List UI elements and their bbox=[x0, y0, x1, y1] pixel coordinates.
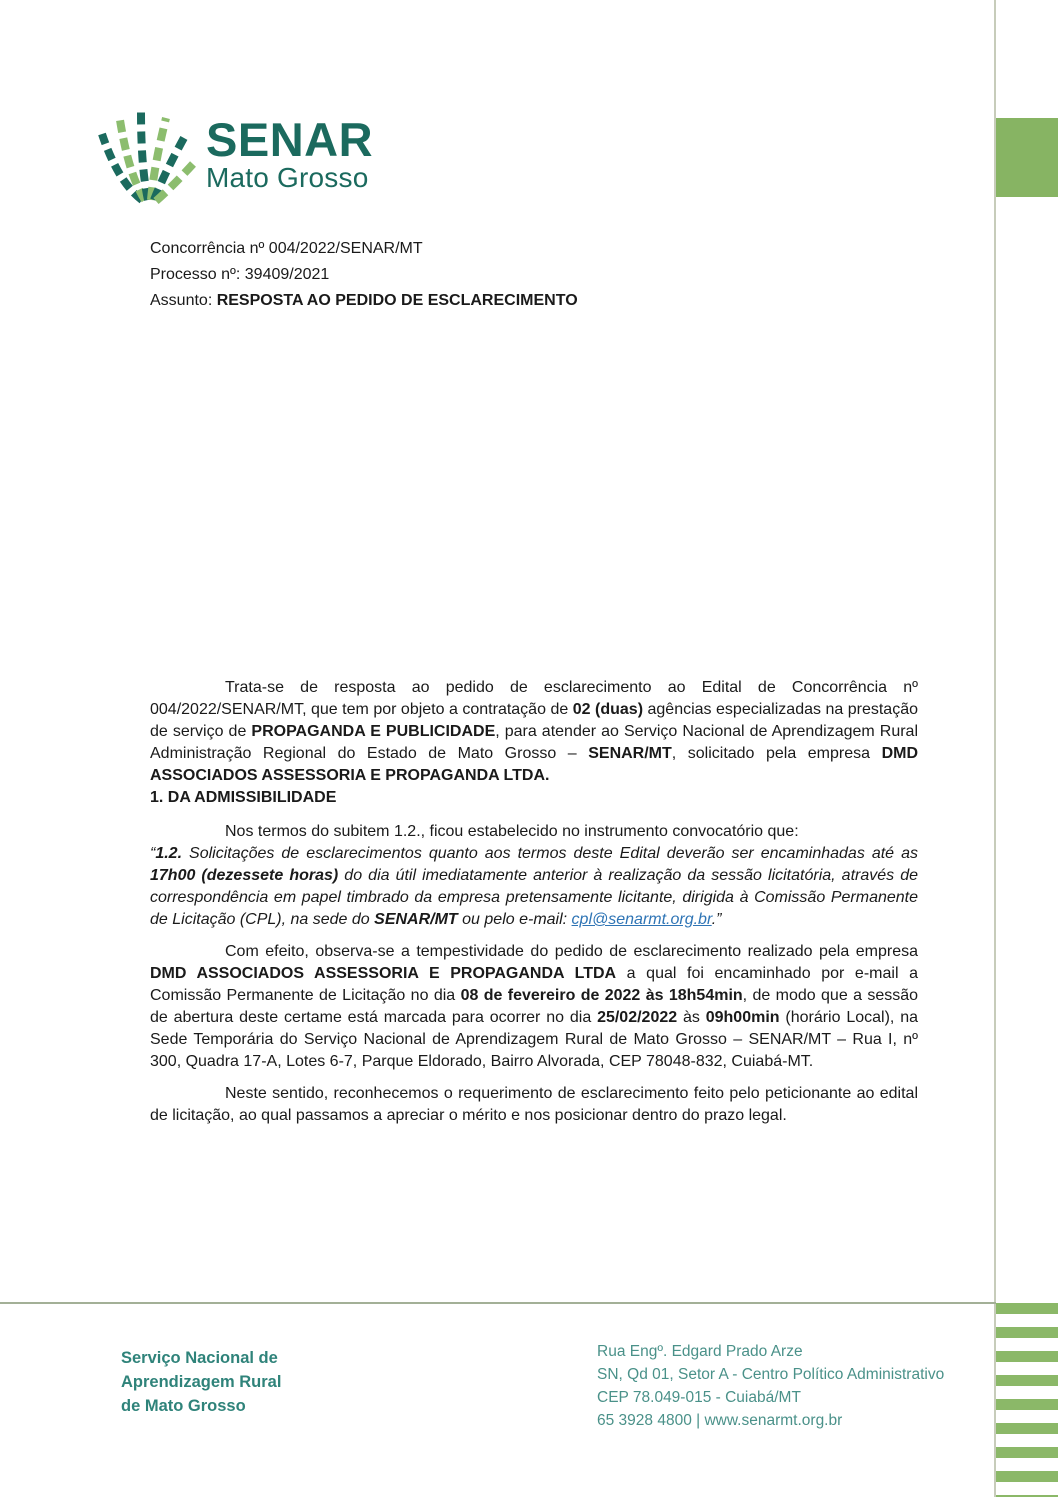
email-link[interactable]: cpl@senarmt.org.br bbox=[571, 911, 712, 928]
text-segment: Neste sentido, reconhecemos o requerimento de esclarecimento feito pelo peticionante ao edital de licitação, ao qual passamos a apreciar o mérito e nos posicionar dentro do prazo legal. bbox=[150, 1085, 918, 1124]
footer-address-line: 65 3928 4800 | www.senarmt.org.br bbox=[597, 1412, 843, 1429]
text-segment: 17h00 (dezessete horas) bbox=[150, 867, 339, 884]
section-heading-admissibilidade: 1. DA ADMISSIBILIDADE bbox=[150, 789, 337, 806]
logo-text bbox=[206, 108, 373, 194]
logo-subtitle: Mato Grosso bbox=[206, 162, 369, 193]
footer-org-line: Serviço Nacional de bbox=[121, 1349, 278, 1367]
accent-green-square bbox=[996, 118, 1058, 197]
accent-green-stripes bbox=[996, 1303, 1058, 1497]
text-segment: do dia útil imediatamente anterior à realização da sessão licitatória, através de correspondência em papel timbrado da empresa pretensamente licitante, dirigida à Comissão Permanente de Licitação (CPL), na sede do bbox=[150, 867, 918, 928]
text-segment: 25/02/2022 bbox=[597, 1009, 678, 1026]
text-segment: .” bbox=[711, 911, 722, 928]
text-segment: agências especializadas na prestação de serviço de bbox=[150, 701, 919, 740]
text-segment: às bbox=[677, 1009, 706, 1026]
paragraph-tempestividade bbox=[150, 941, 918, 1073]
footer-address-line: Rua Engº. Edgard Prado Arze bbox=[597, 1343, 803, 1360]
text-segment: a qual foi encaminhado por e-mail a Comissão Permanente de Licitação no dia bbox=[150, 965, 918, 1004]
text-segment: 08 de fevereiro de 2022 às 18h54min bbox=[460, 987, 743, 1004]
text-segment: PROPAGANDA E PUBLICIDADE bbox=[251, 723, 496, 740]
senar-logo bbox=[96, 108, 373, 204]
text-segment: DMD ASSOCIADOS ASSESSORIA E PROPAGANDA LTDA bbox=[150, 965, 617, 982]
paragraph-conclusao bbox=[150, 1083, 918, 1127]
text-segment: 09h00min bbox=[705, 1009, 780, 1026]
text-segment: (horário Local), na Sede Temporária do Serviço Nacional de Aprendizagem Rural de Mato Grosso – SENAR/MT – Rua I, nº 300, Quadra 17-A, Lotes 6-7, Parque Eldorado, Bairro Alvorada, CEP 78048-832, Cuiabá-MT. bbox=[150, 1009, 918, 1070]
wheat-sheaf-icon bbox=[96, 108, 196, 204]
logo-title: SENAR bbox=[206, 113, 374, 166]
text-segment: 02 (duas) bbox=[572, 701, 644, 718]
page-edge-line bbox=[994, 0, 996, 1497]
footer-org-line: Aprendizagem Rural bbox=[121, 1373, 282, 1391]
text-segment: , solicitado pela empresa bbox=[671, 745, 882, 762]
text-segment: , de modo que a sessão de abertura deste certame está marcada para ocorrer no dia bbox=[150, 987, 919, 1026]
text-segment: Solicitações de esclarecimentos quanto aos termos deste Edital deverão ser encaminhadas até as bbox=[182, 845, 918, 862]
document-body bbox=[150, 677, 918, 1127]
footer-org-line: de Mato Grosso bbox=[121, 1397, 246, 1415]
subject-label: Assunto: bbox=[150, 292, 217, 309]
paragraph-intro bbox=[150, 677, 918, 787]
process-type-line: Concorrência nº 004/2022/SENAR/MT bbox=[150, 240, 423, 257]
text-segment: “ bbox=[150, 845, 156, 862]
paragraph-nos-termos bbox=[150, 821, 918, 843]
footer-address-line: SN, Qd 01, Setor A - Centro Político Administrativo bbox=[597, 1366, 945, 1383]
text-segment: Trata-se de resposta ao pedido de esclarecimento ao Edital de Concorrência nº 004/2022/SENAR/MT, que tem por objeto a contratação de bbox=[150, 679, 918, 718]
text-segment: SENAR/MT bbox=[588, 745, 672, 762]
footer-org-name bbox=[121, 1346, 281, 1418]
process-number-line: Processo nº: 39409/2021 bbox=[150, 266, 330, 283]
text-segment: Nos termos do subitem 1.2., ficou estabelecido no instrumento convocatório que: bbox=[225, 823, 799, 840]
footer-address bbox=[597, 1340, 944, 1432]
text-segment: DMD ASSOCIADOS ASSESSORIA E PROPAGANDA LTDA. bbox=[150, 745, 918, 784]
reference-header bbox=[150, 236, 578, 314]
text-segment: SENAR/MT bbox=[374, 911, 458, 928]
text-segment: Com efeito, observa-se a tempestividade do pedido de esclarecimento realizado pela empresa bbox=[225, 943, 918, 960]
footer-divider-line bbox=[0, 1302, 996, 1304]
subject-value: RESPOSTA AO PEDIDO DE ESCLARECIMENTO bbox=[216, 292, 578, 309]
quote-block-1-2 bbox=[150, 843, 918, 931]
text-segment: ou pelo e-mail: bbox=[457, 911, 572, 928]
subject-line bbox=[150, 288, 578, 314]
text-segment: 1.2. bbox=[155, 845, 183, 862]
text-segment: , para atender ao Serviço Nacional de Aprendizagem Rural Administração Regional do Estado de Mato Grosso – bbox=[150, 723, 919, 762]
footer-address-line: CEP 78.049-015 - Cuiabá/MT bbox=[597, 1389, 801, 1406]
